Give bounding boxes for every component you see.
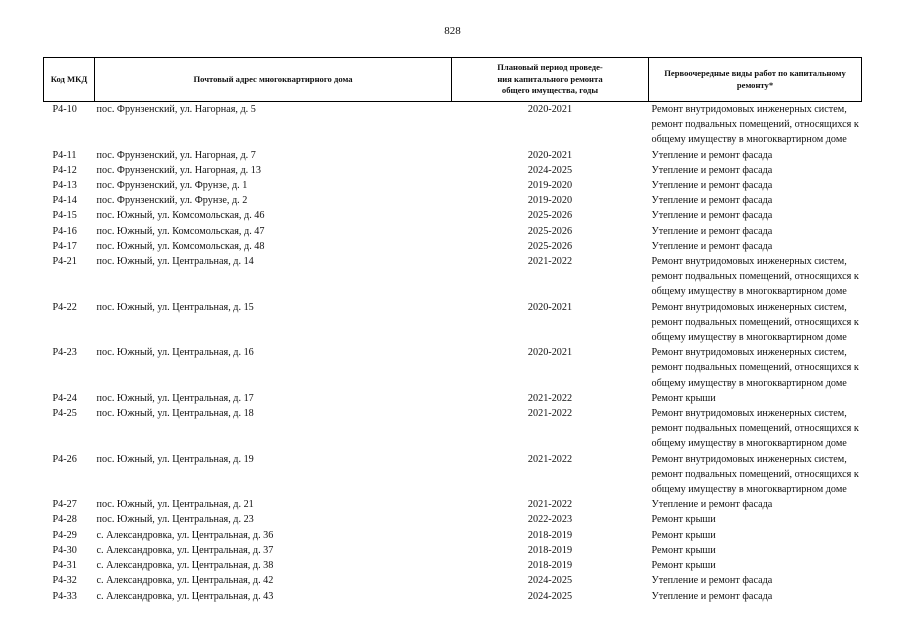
cell-period: 2020-2021	[527, 149, 573, 161]
table-row	[44, 163, 862, 178]
table-row	[44, 573, 862, 588]
cell-address: пос. Южный, ул. Центральная, д. 19	[96, 453, 254, 465]
cell-address: пос. Фрунзенский, ул. Нагорная, д. 13	[96, 164, 261, 176]
cell-code: Р4-32	[52, 575, 77, 587]
cell-code: Р4-14	[52, 195, 77, 207]
cell-code: Р4-24	[52, 392, 77, 404]
cell-address: пос. Южный, ул. Центральная, д. 15	[96, 301, 254, 313]
cell-code: Р4-21	[52, 256, 77, 268]
cell-code: Р4-33	[52, 590, 77, 602]
cell-period: 2020-2021	[527, 347, 573, 359]
cell-works: Ремонт внутридомовых инженерных систем, ремонт подвальных помещений, относящихся к общему имуществу в многоквартирном доме	[651, 256, 859, 298]
cell-address: с. Александровка, ул. Центральная, д. 36	[96, 529, 274, 541]
cell-period: 2024-2025	[527, 575, 573, 587]
table-row	[44, 208, 862, 223]
cell-address: пос. Южный, ул. Центральная, д. 16	[96, 347, 254, 359]
header-period: Плановый период проведе- ния капитального ремонта общего имущества, годы	[452, 58, 649, 102]
cell-works: Утепление и ремонт фасада	[651, 225, 773, 237]
cell-period: 2025-2026	[527, 240, 573, 252]
cell-address: с. Александровка, ул. Центральная, д. 37	[96, 544, 274, 556]
table-row	[44, 224, 862, 239]
cell-works: Утепление и ремонт фасада	[651, 575, 773, 587]
cell-code: Р4-22	[52, 301, 77, 313]
cell-code: Р4-11	[52, 149, 77, 161]
header-address: Почтовый адрес многоквартирного дома	[95, 58, 452, 102]
cell-address: с. Александровка, ул. Центральная, д. 43	[96, 590, 274, 602]
table-row	[44, 102, 862, 148]
cell-code: Р4-13	[52, 180, 77, 192]
cell-code: Р4-26	[52, 453, 77, 465]
header-works: Первоочередные виды работ по капитальному ремонту*	[649, 58, 862, 102]
cell-period: 2019-2020	[527, 180, 573, 192]
cell-address: пос. Южный, ул. Центральная, д. 23	[96, 514, 254, 526]
table-row	[44, 178, 862, 193]
cell-address: пос. Южный, ул. Комсомольская, д. 47	[96, 225, 265, 237]
cell-works: Ремонт крыши	[651, 544, 716, 556]
cell-period: 2021-2022	[527, 408, 573, 420]
cell-code: Р4-10	[52, 104, 77, 115]
cell-works: Утепление и ремонт фасада	[651, 164, 773, 176]
cell-period: 2025-2026	[527, 210, 573, 222]
cell-code: Р4-30	[52, 544, 77, 556]
cell-period: 2021-2022	[527, 392, 573, 404]
cell-works: Ремонт крыши	[651, 529, 716, 541]
cell-works: Ремонт внутридомовых инженерных систем, ремонт подвальных помещений, относящихся к общему имуществу в многоквартирном доме	[651, 408, 859, 450]
cell-period: 2020-2021	[527, 104, 573, 115]
table-row	[44, 193, 862, 208]
cell-code: Р4-28	[52, 514, 77, 526]
table-row	[44, 345, 862, 391]
cell-period: 2021-2022	[527, 499, 573, 511]
table-row	[44, 406, 862, 452]
cell-works: Утепление и ремонт фасада	[651, 195, 773, 207]
cell-works: Ремонт внутридомовых инженерных систем, ремонт подвальных помещений, относящихся к общему имуществу в многоквартирном доме	[651, 301, 859, 344]
table-row	[44, 391, 862, 406]
cell-works: Ремонт крыши	[651, 560, 716, 572]
table-row	[44, 528, 862, 543]
table-row	[44, 589, 862, 604]
cell-address: пос. Южный, ул. Центральная, д. 18	[96, 408, 254, 420]
cell-works: Ремонт крыши	[651, 514, 716, 526]
cell-code: Р4-16	[52, 225, 77, 237]
cell-address: с. Александровка, ул. Центральная, д. 42	[96, 575, 274, 587]
cell-works: Утепление и ремонт фасада	[651, 149, 773, 161]
cell-code: Р4-25	[52, 408, 77, 420]
table-row	[44, 558, 862, 573]
cell-address: пос. Южный, ул. Центральная, д. 14	[96, 256, 254, 268]
page-number: 828	[444, 25, 461, 37]
cell-works: Утепление и ремонт фасада	[651, 499, 773, 511]
cell-address: пос. Южный, ул. Центральная, д. 21	[96, 499, 254, 511]
cell-works: Утепление и ремонт фасада	[651, 590, 773, 602]
repair-table	[43, 57, 862, 604]
table-row	[44, 512, 862, 527]
cell-address: пос. Южный, ул. Центральная, д. 17	[96, 392, 254, 404]
cell-code: Р4-27	[52, 499, 77, 511]
table-row	[44, 497, 862, 512]
cell-works: Утепление и ремонт фасада	[651, 240, 773, 252]
cell-address: пос. Фрунзенский, ул. Нагорная, д. 5	[96, 104, 256, 115]
cell-period: 2025-2026	[527, 225, 573, 237]
cell-code: Р4-29	[52, 529, 77, 541]
cell-period: 2024-2025	[527, 164, 573, 176]
cell-works: Ремонт внутридомовых инженерных систем, ремонт подвальных помещений, относящихся к общему имуществу в многоквартирном доме	[651, 453, 859, 496]
table-row	[44, 452, 862, 498]
cell-period: 2021-2022	[527, 256, 573, 268]
cell-period: 2021-2022	[527, 453, 573, 465]
table-body	[44, 102, 862, 604]
table-header	[44, 58, 862, 102]
cell-code: Р4-17	[52, 240, 77, 252]
cell-works: Утепление и ремонт фасада	[651, 180, 773, 192]
cell-address: пос. Фрунзенский, ул. Нагорная, д. 7	[96, 149, 256, 161]
cell-period: 2018-2019	[527, 544, 573, 556]
cell-works: Ремонт крыши	[651, 392, 716, 404]
cell-works: Утепление и ремонт фасада	[651, 210, 773, 222]
cell-address: пос. Фрунзенский, ул. Фрунзе, д. 2	[96, 195, 248, 207]
cell-period: 2020-2021	[527, 301, 573, 313]
cell-period: 2018-2019	[527, 560, 573, 572]
cell-address: пос. Южный, ул. Комсомольская, д. 46	[96, 210, 265, 222]
header-code: Код МКД	[44, 58, 95, 102]
cell-address: пос. Южный, ул. Комсомольская, д. 48	[96, 240, 265, 252]
cell-works: Ремонт внутридомовых инженерных систем, ремонт подвальных помещений, относящихся к общему имуществу в многоквартирном доме	[651, 104, 859, 146]
cell-period: 2018-2019	[527, 529, 573, 541]
table-row	[44, 254, 862, 300]
cell-period: 2024-2025	[527, 590, 573, 602]
table-row	[44, 148, 862, 163]
table-row	[44, 239, 862, 254]
cell-address: с. Александровка, ул. Центральная, д. 38	[96, 560, 274, 572]
cell-address: пос. Фрунзенский, ул. Фрунзе, д. 1	[96, 180, 248, 192]
cell-code: Р4-23	[52, 347, 77, 359]
cell-code: Р4-31	[52, 560, 77, 572]
cell-code: Р4-15	[52, 210, 77, 222]
cell-code: Р4-12	[52, 164, 77, 176]
table-row	[44, 543, 862, 558]
cell-period: 2022-2023	[527, 514, 573, 526]
cell-works: Ремонт внутридомовых инженерных систем, ремонт подвальных помещений, относящихся к общему имуществу в многоквартирном доме	[651, 347, 859, 389]
table-row	[44, 300, 862, 346]
cell-period: 2019-2020	[527, 195, 573, 207]
